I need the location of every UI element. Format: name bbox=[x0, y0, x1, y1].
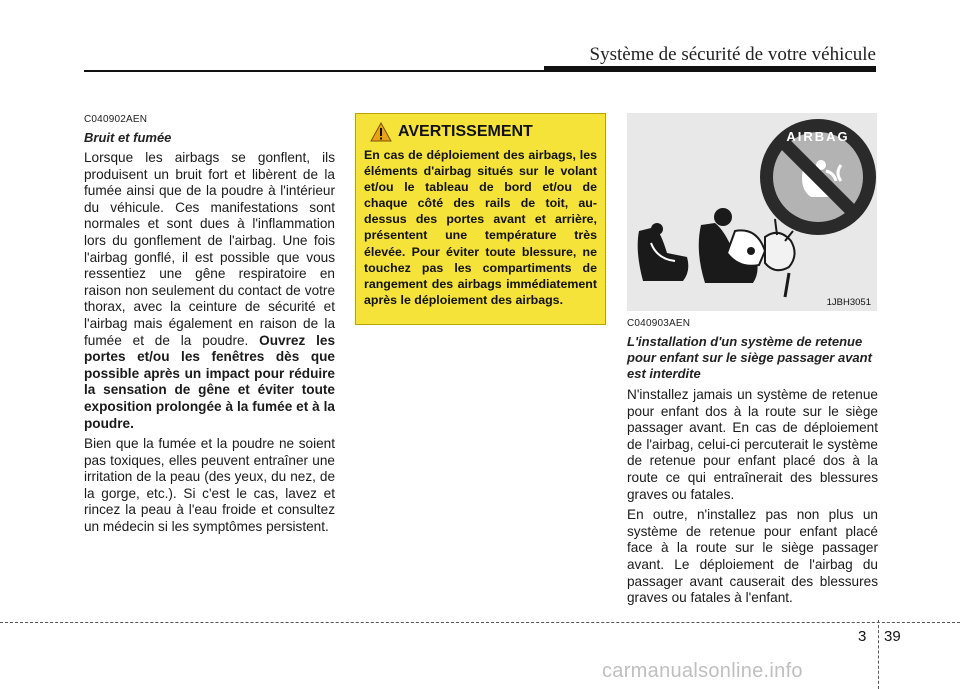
sign-text: AIRBAG bbox=[786, 129, 850, 144]
no-child-seat-sign-icon bbox=[760, 119, 876, 235]
section-code: C040902AEN bbox=[84, 114, 148, 125]
right-column bbox=[627, 318, 878, 611]
airbag-deployed-icon bbox=[765, 219, 795, 297]
section-title: Système de sécurité de votre véhicule bbox=[589, 44, 876, 65]
footer-separator bbox=[878, 620, 880, 689]
front-seat-icon bbox=[699, 208, 765, 283]
paragraph: Bien que la fumée et la poudre ne soient pas toxiques, elles peuvent entraîner une irritation de la peau (des yeux, du nez, de la gorge, etc.). Si c'est le cas, lavez et rincez la peau à l'eau froide et consultez un médecin si les symptômes persistent. bbox=[84, 436, 335, 535]
figure-label: 1JBH3051 bbox=[826, 297, 871, 308]
footer-rule bbox=[0, 622, 960, 623]
warning-title: AVERTISSEMENT bbox=[398, 123, 533, 140]
page-number: 39 bbox=[884, 628, 901, 645]
header-rule bbox=[84, 70, 544, 72]
paragraph-text: Lorsque les airbags se gonflent, ils produisent un bruit fort et libèrent de la fumée ainsi que de la poudre à l'intérieur du véhicule. Ces manifestations sont normales et sont dues à l'inflammation lors du gonflement de l'airbag. Une fois l'airbag gonflé, il est possible que vous ressentiez une gêne respiratoire en raison non seulement du contact de votre thorax, avec la ceinture de sécurité et l'airbag mais également en raison de la fumée et de la poudre. bbox=[84, 150, 335, 348]
warning-box bbox=[355, 113, 606, 325]
section-subtitle: Bruit et fumée bbox=[84, 130, 172, 145]
passenger-seat-icon bbox=[638, 223, 689, 281]
left-column bbox=[84, 114, 335, 540]
section-code: C040903AEN bbox=[627, 318, 691, 329]
chapter-number: 3 bbox=[858, 628, 867, 645]
paragraph: En outre, n'installez pas non plus un système de retenue pour enfant placé face à la route sur le siège passager avant. Le déploiement de l'airbag du passager avant causerait des blessures graves ou fatales à l'enfant. bbox=[627, 507, 878, 606]
warning-header bbox=[370, 122, 597, 142]
child-seat-prohibited-illustration bbox=[627, 113, 877, 311]
airbag-illustration bbox=[627, 113, 877, 311]
section-subtitle: L'installation d'un système de retenue pour enfant sur le siège passager avant est interdite bbox=[627, 334, 872, 381]
paragraph bbox=[84, 150, 335, 432]
paragraph: N'installez jamais un système de retenue pour enfant dos à la route sur le siège passager avant. En cas de déploiement de l'airbag, celui-ci percuterait le système de retenue pour enfant placé dos à la route ce qui entraînerait des blessures graves ou fatales. bbox=[627, 387, 878, 502]
paragraph-emphasis: Ouvrez les portes et/ou les fenêtres dès que possible après un impact pour réduire la sensation de gêne et éviter toute exposition prolongée à la fumée et à la poudre. bbox=[84, 332, 336, 431]
warning-text: En cas de déploiement des airbags, les éléments d'airbag situés sur le volant et/ou le tableau de bord et/ou de chaque côté des rails de toit, au-dessus des portes avant et arrière, présentent une température très élevée. Pour éviter toute blessure, ne touchez pas les compartiments de rangement des airbags immédiatement après le déploiement des airbags. bbox=[364, 148, 597, 307]
watermark: carmanualsonline.info bbox=[602, 660, 803, 682]
warning-triangle-icon bbox=[370, 122, 392, 142]
header-rule-accent bbox=[544, 66, 876, 72]
